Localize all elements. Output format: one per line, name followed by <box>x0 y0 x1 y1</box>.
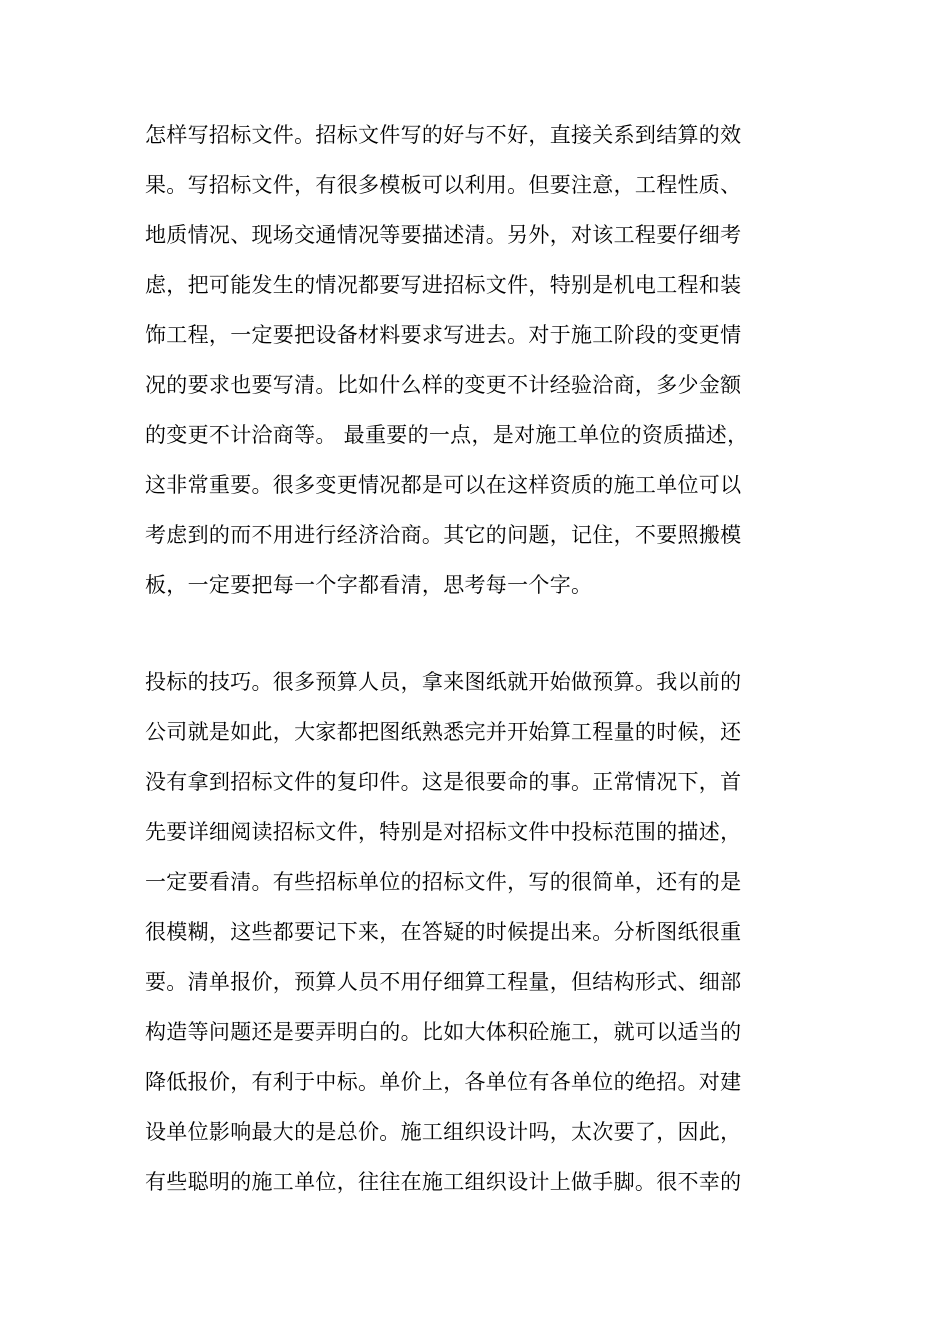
text-line: 一定要看清。有些招标单位的招标文件，写的很简单，还有的是 <box>145 870 742 894</box>
text-line: 没有拿到招标文件的复印件。这是很要命的事。正常情况下，首 <box>145 770 742 794</box>
paragraph-bidding-skills <box>145 657 815 1207</box>
text-line: 况的要求也要写清。比如什么样的变更不计经验洽商，多少金额 <box>145 373 742 397</box>
text-line: 的变更不计洽商等。 最重要的一点，是对施工单位的资质描述， <box>145 423 749 447</box>
text-line: 构造等问题还是要弄明白的。比如大体积砼施工，就可以适当的 <box>145 1020 742 1044</box>
text-line: 先要详细阅读招标文件，特别是对招标文件中投标范围的描述， <box>145 820 742 844</box>
text-line: 怎样写招标文件。招标文件写的好与不好，直接关系到结算的效 <box>145 123 742 147</box>
text-line: 饰工程，一定要把设备材料要求写进去。对于施工阶段的变更情 <box>145 323 742 347</box>
text-line: 果。写招标文件，有很多模板可以利用。但要注意，工程性质、 <box>145 173 742 197</box>
text-line: 降低报价，有利于中标。单价上，各单位有各单位的绝招。对建 <box>145 1070 742 1094</box>
text-line: 公司就是如此，大家都把图纸熟悉完并开始算工程量的时候，还 <box>145 720 742 744</box>
text-line: 很模糊，这些都要记下来，在答疑的时候提出来。分析图纸很重 <box>145 920 742 944</box>
text-line: 地质情况、现场交通情况等要描述清。另外，对该工程要仔细考 <box>145 223 742 247</box>
text-line: 虑，把可能发生的情况都要写进招标文件，特别是机电工程和装 <box>145 273 742 297</box>
text-line: 要。清单报价，预算人员不用仔细算工程量，但结构形式、细部 <box>145 970 742 994</box>
text-line: 板，一定要把每一个字都看清，思考每一个字。 <box>145 573 593 597</box>
text-line: 设单位影响最大的是总价。施工组织设计吗，太次要了，因此， <box>145 1120 742 1144</box>
text-line: 这非常重要。很多变更情况都是可以在这样资质的施工单位可以 <box>145 473 742 497</box>
text-line: 有些聪明的施工单位，往往在施工组织设计上做手脚。很不幸的 <box>145 1170 742 1194</box>
text-line: 投标的技巧。很多预算人员，拿来图纸就开始做预算。我以前的 <box>145 670 742 694</box>
paragraph-tender-documents <box>145 110 815 610</box>
text-line: 考虑到的而不用进行经济洽商。其它的问题，记住，不要照搬模 <box>145 523 742 547</box>
